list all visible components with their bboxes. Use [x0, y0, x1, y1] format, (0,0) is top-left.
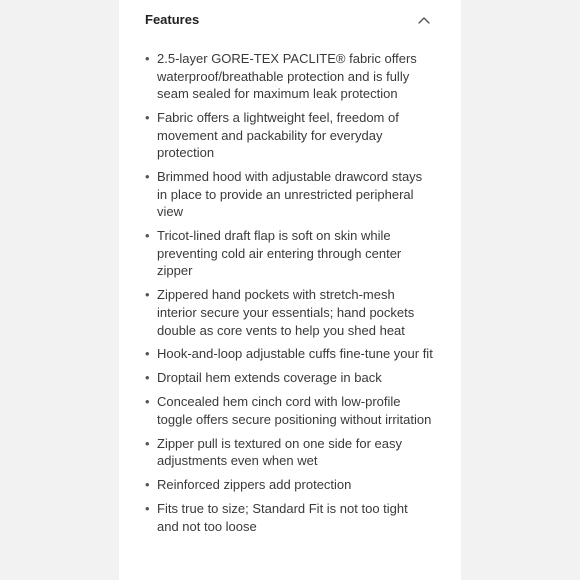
feature-text: 2.5-layer GORE-TEX PACLITE® fabric offers waterproof/breathable protection and is fully seam sealed for maximum leak protection [157, 51, 417, 102]
bullet: • [145, 346, 150, 362]
list-item [145, 500, 433, 535]
bullet: • [145, 287, 150, 303]
list-item [145, 476, 433, 494]
feature-text: Hook-and-loop adjustable cuffs fine-tune your fit [157, 346, 433, 362]
feature-text: Tricot-lined draft flap is soft on skin while preventing cold air entering through center zipper [157, 228, 402, 279]
feature-text: Reinforced zippers add protection [157, 477, 352, 493]
bullet: • [145, 435, 150, 451]
list-item [145, 369, 433, 387]
features-panel [119, 0, 461, 580]
feature-text: Zipper pull is textured on one side for easy adjustments even when wet [157, 435, 402, 469]
section-title: Features [145, 12, 200, 27]
list-item [145, 393, 433, 428]
collapse-button[interactable] [414, 10, 434, 30]
feature-text: Fits true to size; Standard Fit is not too tight and not too loose [157, 501, 408, 534]
feature-text: Zippered hand pockets with stretch-mesh interior secure your essentials; hand pockets double as core vents to help you shed heat [157, 287, 415, 338]
bullet: • [145, 501, 150, 517]
bullet: • [145, 477, 150, 493]
list-item [145, 109, 433, 162]
bullet: • [145, 228, 150, 244]
feature-text: Concealed hem cinch cord with low-profile toggle offers secure positioning without irritation [157, 394, 432, 427]
list-item [145, 286, 433, 339]
bullet: • [145, 169, 150, 185]
feature-text: Brimmed hood with adjustable drawcord stays in place to provide an unrestricted peripheral view [157, 169, 423, 220]
list-item [145, 345, 433, 363]
chevron-up-icon [418, 16, 430, 24]
bullet: • [145, 110, 150, 126]
features-list [119, 40, 461, 535]
list-item [145, 50, 433, 103]
bullet: • [145, 51, 150, 66]
feature-text: Droptail hem extends coverage in back [157, 370, 382, 386]
list-item [145, 168, 433, 221]
features-header[interactable] [145, 0, 434, 40]
list-item [145, 435, 433, 470]
bullet: • [145, 370, 150, 386]
list-item [145, 227, 433, 280]
feature-text: Fabric offers a lightweight feel, freedom of movement and packability for everyday protection [157, 110, 399, 161]
bullet: • [145, 394, 150, 410]
